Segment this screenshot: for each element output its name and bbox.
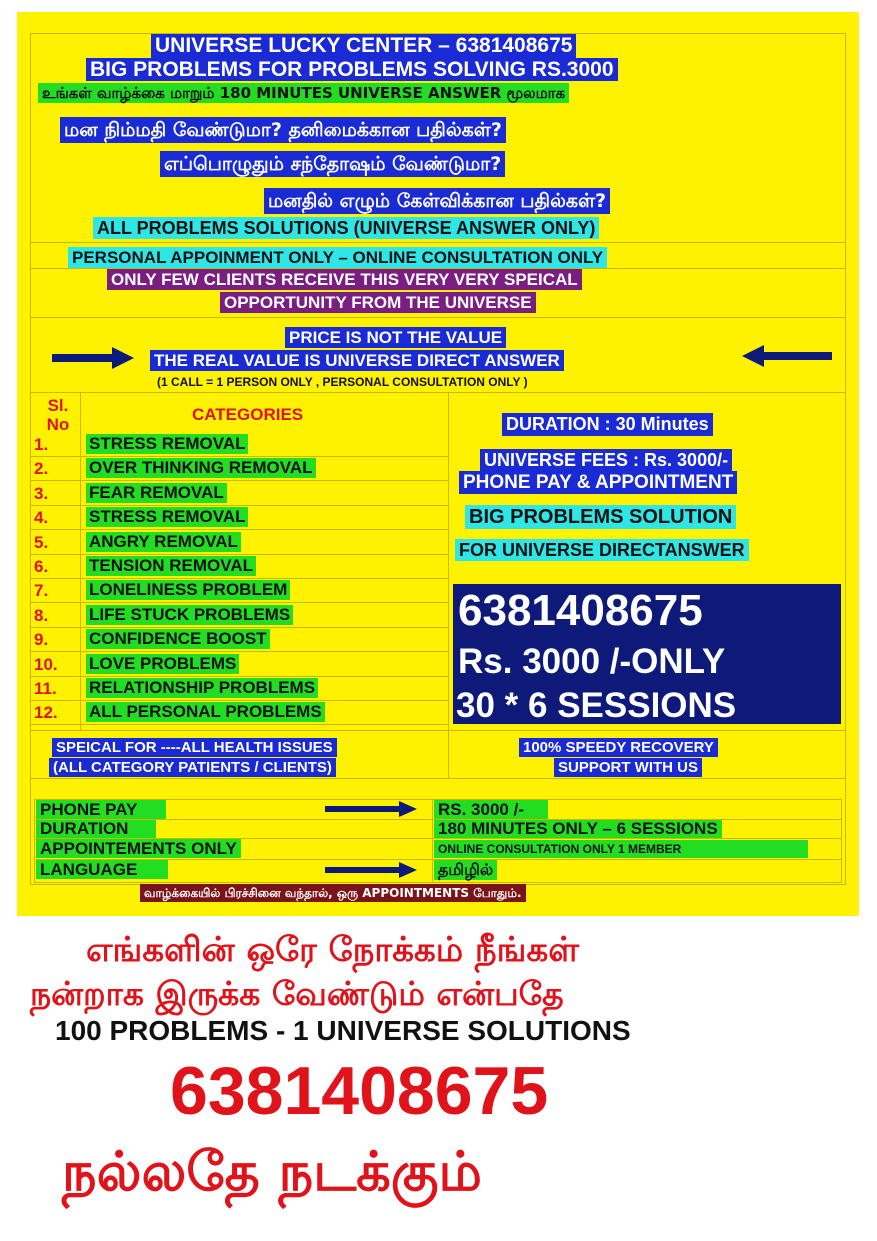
divider (432, 799, 433, 883)
divider (30, 242, 846, 243)
center-subtitle: BIG PROBLEMS FOR PROBLEMS SOLVING RS.3000 (86, 58, 618, 81)
row-divider (30, 602, 448, 603)
speedy-recovery: 100% SPEEDY RECOVERY (519, 738, 718, 757)
universe-fees: UNIVERSE FEES : Rs. 3000/- (480, 449, 732, 471)
bottom-line-1: எங்களின் ஒரே நோக்கம் நீங்கள் (86, 930, 579, 970)
row-divider (30, 456, 448, 457)
duration-value: 180 MINUTES ONLY – 6 SESSIONS (434, 820, 722, 838)
few-clients: ONLY FEW CLIENTS RECEIVE THIS VERY VERY SPEICAL (107, 269, 582, 290)
sl-header: Sl. (47, 396, 69, 415)
bottom-line-2: நன்றாக இருக்க வேண்டும் என்பதே (30, 974, 564, 1013)
bottom-tagline: நல்லதே நடக்கும் (62, 1140, 482, 1203)
arrow-right-icon (52, 347, 134, 369)
category-number: 2. (34, 459, 49, 478)
all-problems-solutions: ALL PROBLEMS SOLUTIONS (UNIVERSE ANSWER ONLY) (93, 217, 599, 239)
row-divider (30, 651, 448, 652)
phone-pay-value: RS. 3000 /- (434, 800, 548, 819)
arrow-left-icon (742, 345, 832, 367)
life-change-line: உங்கள் வாழ்க்கை மாறும் 180 MINUTES UNIVERSE ANSWER மூலமாக (38, 83, 569, 103)
real-value: THE REAL VALUE IS UNIVERSE DIRECT ANSWER (150, 350, 564, 371)
bottom-phone: 6381408675 (170, 1053, 549, 1129)
special-health: SPEICAL FOR ----ALL HEALTH ISSUES (52, 738, 337, 757)
price-not-value: PRICE IS NOT THE VALUE (285, 327, 506, 348)
category-item: ANGRY REMOVAL (86, 532, 241, 552)
category-number: 3. (34, 484, 49, 503)
call-note: (1 CALL = 1 PERSON ONLY , PERSONAL CONSULTATION ONLY ) (157, 375, 528, 389)
divider (30, 730, 846, 731)
row-divider (30, 627, 448, 628)
divider (30, 778, 846, 779)
question-happiness: எப்பொழுதும் சந்தோஷம் வேண்டுமா? (160, 151, 505, 177)
category-item: LONELINESS PROBLEM (86, 580, 290, 600)
category-number: 4. (34, 508, 49, 527)
support-with-us: SUPPORT WITH US (554, 758, 702, 777)
footer-note: வாழ்க்கையில் பிரச்சினை வந்தால், ஒரு APPOINTMENTS போதும். (140, 884, 526, 902)
appointments-label: APPOINTEMENTS ONLY (36, 839, 241, 858)
row-divider (30, 676, 448, 677)
row-divider (30, 529, 448, 530)
category-item: ALL PERSONAL PROBLEMS (86, 702, 325, 722)
appointments-value: ONLINE CONSULTATION ONLY 1 MEMBER (434, 840, 808, 858)
row-divider (30, 505, 448, 506)
bottom-solutions: 100 PROBLEMS - 1 UNIVERSE SOLUTIONS (55, 1015, 631, 1046)
no-header: No (46, 415, 70, 434)
row-divider (30, 554, 448, 555)
category-number: 7. (34, 581, 49, 600)
categories-header: CATEGORIES (192, 405, 304, 424)
divider (80, 392, 81, 730)
phone-pay-appointment: PHONE PAY & APPOINTMENT (459, 471, 737, 494)
category-item: LIFE STUCK PROBLEMS (86, 605, 293, 625)
universe-direct-answer: FOR UNIVERSE DIRECTANSWER (455, 539, 749, 561)
row-divider (30, 724, 448, 725)
contact-sessions: 30 * 6 SESSIONS (456, 686, 737, 725)
special-patients: (ALL CATEGORY PATIENTS / CLIENTS) (49, 758, 336, 777)
category-number: 11. (34, 679, 57, 698)
personal-appointment: PERSONAL APPOINMENT ONLY – ONLINE CONSULTATION ONLY (68, 247, 607, 268)
category-number: 12. (34, 703, 58, 722)
sl-no-header (38, 396, 78, 434)
category-item: LOVE PROBLEMS (86, 654, 239, 674)
category-number: 1. (34, 435, 49, 454)
contact-price: Rs. 3000 /-ONLY (458, 642, 726, 681)
divider (448, 392, 449, 778)
row-divider (30, 700, 448, 701)
category-item: OVER THINKING REMOVAL (86, 458, 316, 478)
category-item: STRESS REMOVAL (86, 507, 248, 527)
question-peace: மன நிம்மதி வேண்டுமா? தனிமைக்கான பதில்கள்? (60, 117, 506, 143)
category-item: RELATIONSHIP PROBLEMS (86, 678, 318, 698)
center-title: UNIVERSE LUCKY CENTER – 6381408675 (151, 34, 576, 58)
duration-box: DURATION : 30 Minutes (502, 413, 713, 436)
language-value: தமிழில் (434, 860, 497, 880)
opportunity: OPPORTUNITY FROM THE UNIVERSE (220, 292, 536, 313)
arrow-right-icon (325, 801, 417, 817)
category-number: 6. (34, 557, 49, 576)
row-divider (30, 480, 448, 481)
question-answers: மனதில் எழும் கேள்விக்கான பதில்கள்? (264, 188, 610, 214)
big-problems-solution: BIG PROBLEMS SOLUTION (465, 505, 736, 529)
phone-pay-label: PHONE PAY (36, 800, 166, 819)
category-item: FEAR REMOVAL (86, 483, 227, 503)
category-item: TENSION REMOVAL (86, 556, 256, 576)
divider (30, 392, 846, 393)
category-item: STRESS REMOVAL (86, 434, 248, 454)
category-number: 10. (34, 655, 58, 674)
category-item: CONFIDENCE BOOST (86, 629, 270, 649)
category-number: 8. (34, 606, 49, 625)
row-divider (30, 578, 448, 579)
contact-phone: 6381408675 (458, 586, 703, 635)
category-number: 5. (34, 533, 49, 552)
duration-label: DURATION (36, 820, 156, 838)
language-label: LANGUAGE (36, 860, 168, 879)
arrow-right-icon (325, 862, 417, 878)
divider (30, 317, 846, 318)
category-number: 9. (34, 630, 49, 649)
